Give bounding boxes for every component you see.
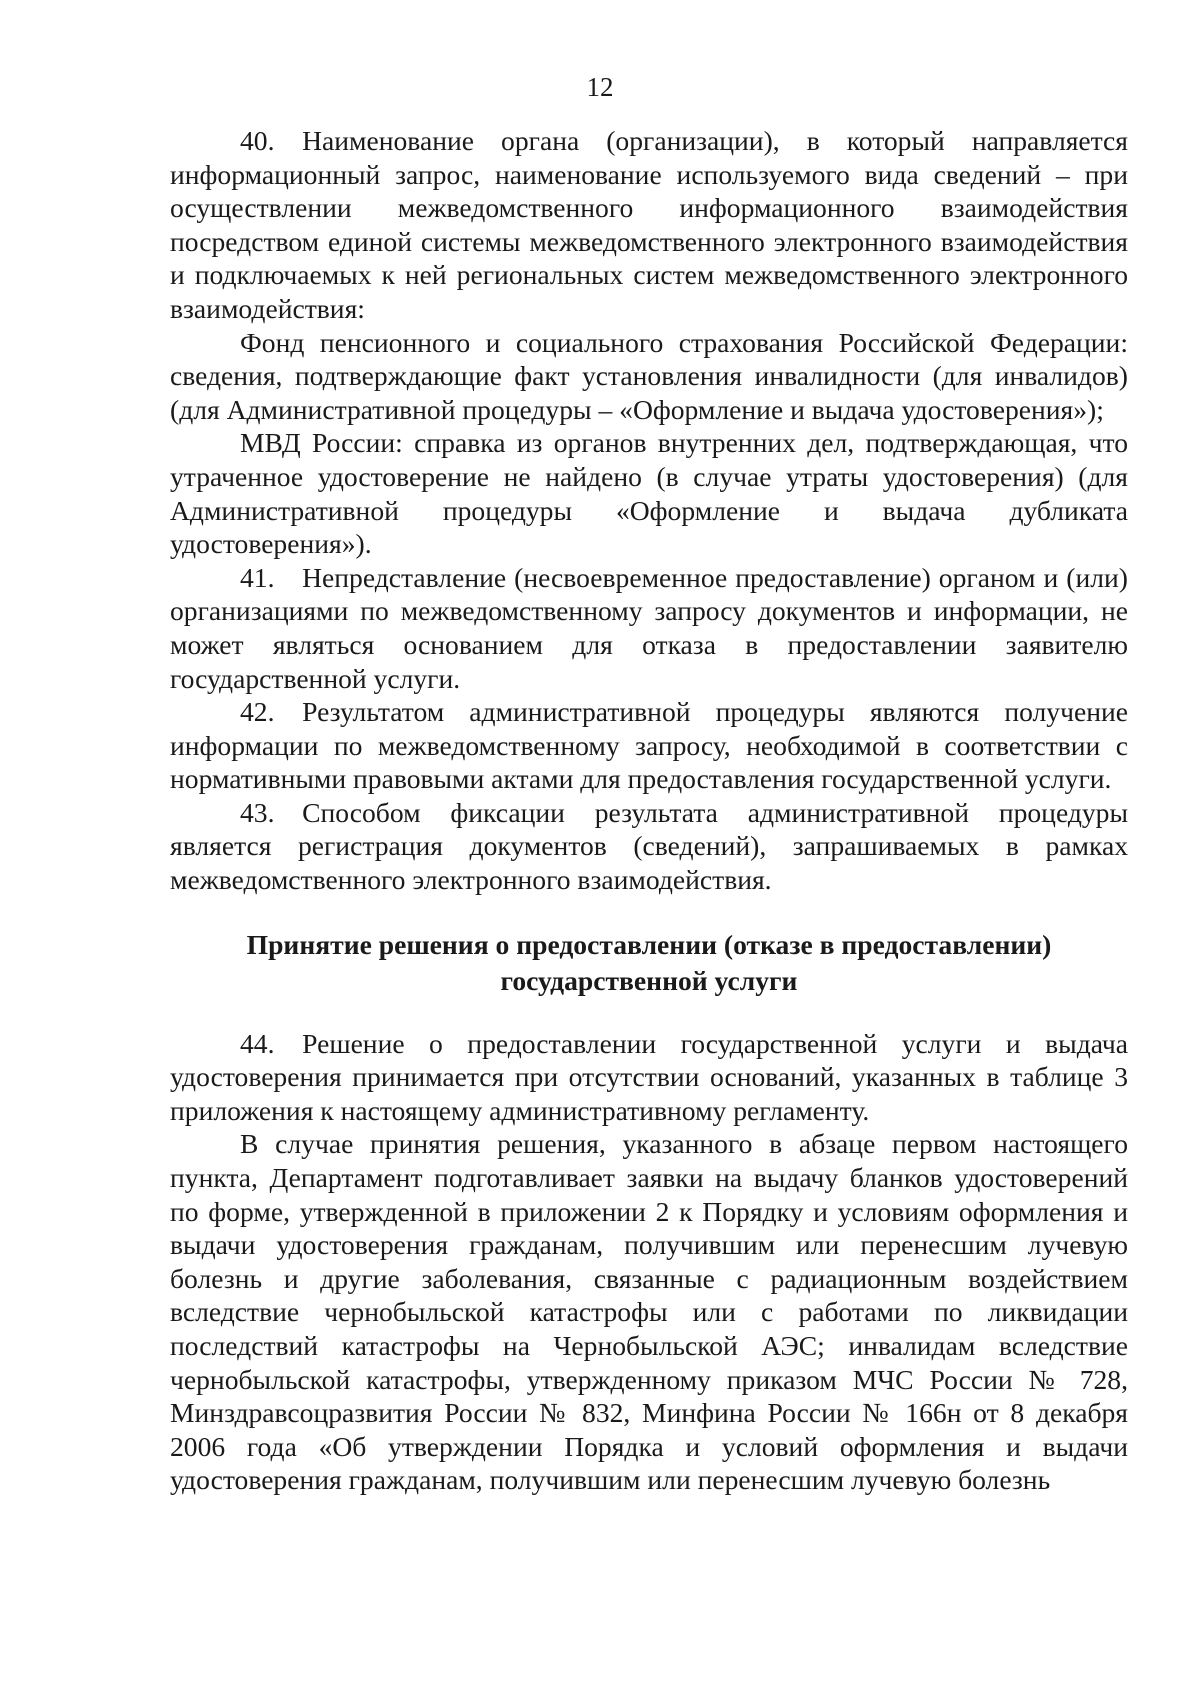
paragraph-40: 40. Наименование органа (организации), в который направляется информационный запрос, наименование используемого вида сведений – при осуществлении межведомственного информационного взаимодействия посредством единой системы межведомственного электронного взаимодействия и подключаемых к ней региональных систем межведомственного электронного взаимодействия: (170, 125, 1128, 324)
paragraph-41: 41. Непредставление (несвоевременное предоставление) органом и (или) организациями по межведомственному запросу документов и информации, не может являться основанием для отказа в предоставлении заявителю государственной услуги. (170, 561, 1128, 694)
page-number: 12 (586, 72, 614, 102)
section-heading-line-1: Принятие решения о предоставлении (отказе в предоставлении) (246, 928, 1052, 960)
paragraph-40-pension-fund: Фонд пенсионного и социального страхования Российской Федерации: сведения, подтверждающие факт установления инвалидности (для инвалидов) (для Административной процедуры – «Оформление и выдача удостоверения»); (170, 326, 1128, 425)
paragraph-42: 42. Результатом административной процедуры являются получение информации по межведомственному запросу, необходимой в соответствии с нормативными правовыми актами для предоставления государственной услуги. (170, 696, 1128, 795)
paragraph-40-mvd: МВД России: справка из органов внутренних дел, подтверждающая, что утраченное удостоверение не найдено (в случае утраты удостоверения) (для Административной процедуры «Оформление и выдача дубликата удостоверения»). (170, 427, 1128, 560)
section-heading (170, 927, 1128, 999)
paragraph-44: 44. Решение о предоставлении государственной услуги и выдача удостоверения принимается при отсутствии оснований, указанных в таблице 3 приложения к настоящему административному регламенту. (170, 1027, 1128, 1126)
document-body (170, 124, 1128, 1497)
paragraph-43: 43. Способом фиксации результата административной процедуры является регистрация документов (сведений), запрашиваемых в рамках межведомственного электронного взаимодействия. (170, 796, 1128, 896)
paragraph-44-continued: В случае принятия решения, указанного в абзаце первом настоящего пункта, Департамент подготавливает заявки на выдачу бланков удостоверений по форме, утвержденной в приложении 2 к Порядку и условиям оформления и выдачи удостоверения гражданам, получившим или перенесшим лучевую болезнь и другие заболевания, связанные с радиационным воздействием вследствие чернобыльской катастрофы или с работами по ликвидации последствий катастрофы на Чернобыльской АЭС; инвалидам вследствие чернобыльской катастрофы, утвержденному приказом МЧС России № 728, Минздравсоцразвития России № 832, Минфина России № 166н от 8 декабря 2006 года «Об утверждении Порядка и условий оформления и выдачи удостоверения гражданам, получившим или перенесшим лучевую болезнь (170, 1128, 1128, 1496)
section-heading-line-2: государственной услуги (500, 964, 798, 996)
